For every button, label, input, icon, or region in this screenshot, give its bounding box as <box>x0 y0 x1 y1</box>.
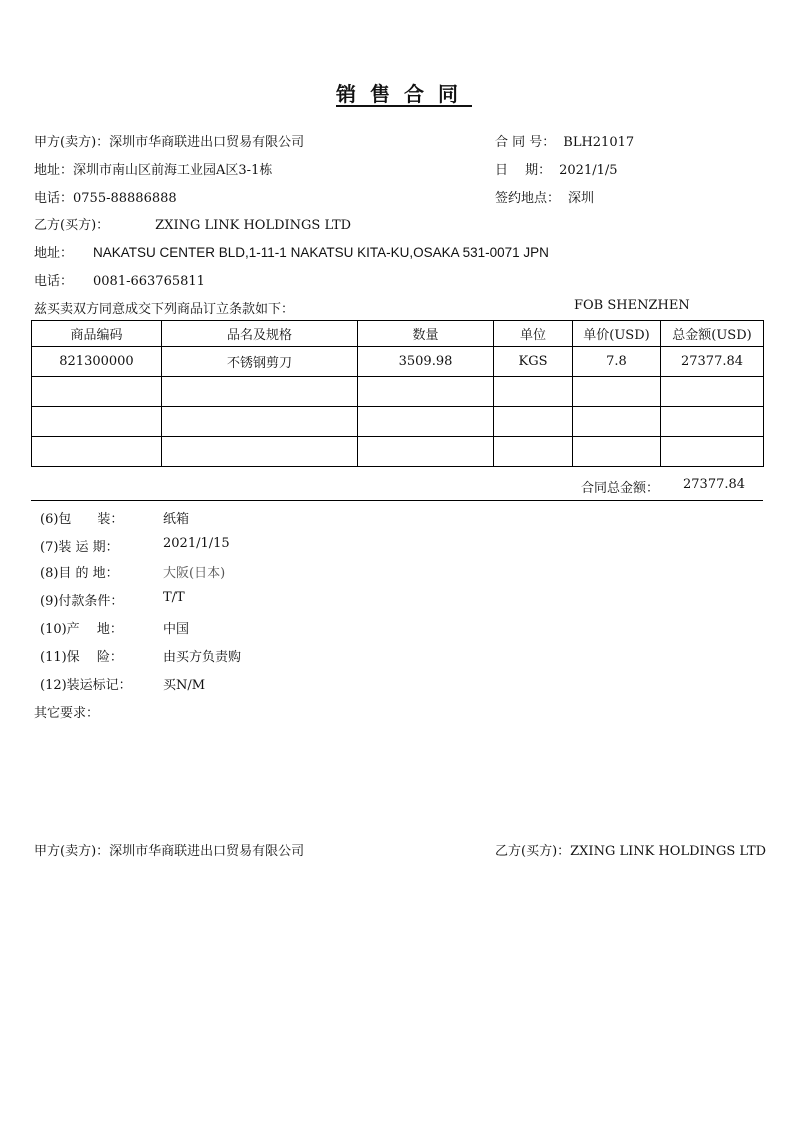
cell-unit-price: 7.8 <box>573 347 661 377</box>
table-row <box>32 437 764 467</box>
term-value: 大阪(日本) <box>163 566 226 581</box>
contract-place: 深圳 <box>568 191 595 206</box>
seller-phone-label: 电话： <box>34 191 74 206</box>
cell-quantity: 3509.98 <box>358 347 494 377</box>
cell-code: 821300000 <box>32 347 162 377</box>
contract-place-line <box>495 187 594 206</box>
contract-date-label: 日 期： <box>495 163 552 178</box>
term-value: 纸箱 <box>163 512 190 527</box>
cell-unit <box>494 407 573 437</box>
cell-name <box>162 377 358 407</box>
cell-code <box>32 377 162 407</box>
goods-table <box>31 320 764 467</box>
cell-quantity <box>358 437 494 467</box>
total-label: 合同总金额： <box>581 481 660 496</box>
cell-total <box>661 377 764 407</box>
table-row <box>32 377 764 407</box>
term-label: (6)包 装： <box>40 512 124 527</box>
total-divider <box>31 500 763 501</box>
term-label: (9)付款条件： <box>40 594 124 609</box>
total-value: 27377.84 <box>683 477 746 492</box>
buyer-label: 乙方(买方)： <box>34 218 110 233</box>
buyer-phone-label: 电话： <box>34 274 74 289</box>
table-row <box>32 347 764 377</box>
header-unit-price: 单价(USD) <box>573 321 661 347</box>
seller-phone-line <box>34 187 177 206</box>
term-label: (7)装 运 期： <box>40 540 119 555</box>
term-label: (12)装运标记： <box>40 678 132 693</box>
contract-no-line <box>495 131 634 150</box>
buyer-line <box>34 214 351 233</box>
contract-no-label: 合 同 号： <box>495 135 556 150</box>
cell-code <box>32 437 162 467</box>
cell-name <box>162 437 358 467</box>
contract-place-label: 签约地点： <box>495 191 561 206</box>
seller-line <box>34 131 304 150</box>
table-row <box>32 407 764 437</box>
cell-code <box>32 407 162 437</box>
intro-text: 兹买卖双方同意成交下列商品订立条款如下： <box>34 302 295 317</box>
cell-total: 27377.84 <box>661 347 764 377</box>
term-label: (8)目 的 地： <box>40 566 119 581</box>
buyer-name: ZXING LINK HOLDINGS LTD <box>155 218 352 233</box>
seller-address-line <box>34 159 272 178</box>
buyer-phone: 0081-663765811 <box>93 274 205 289</box>
term-label: (10)产 地： <box>40 622 123 637</box>
buyer-phone-line <box>34 270 205 289</box>
cell-name <box>162 407 358 437</box>
cell-unit-price <box>573 377 661 407</box>
cell-quantity <box>358 377 494 407</box>
header-total: 总金额(USD) <box>661 321 764 347</box>
seller-address-label: 地址： <box>34 163 74 178</box>
seller-address: 深圳市南山区前海工业园A区3-1栋 <box>73 163 273 178</box>
incoterm: FOB SHENZHEN <box>574 298 690 313</box>
contract-no: BLH21017 <box>563 135 635 150</box>
contract-date-line <box>495 159 618 178</box>
header-quantity: 数量 <box>358 321 494 347</box>
cell-unit: KGS <box>494 347 573 377</box>
seller-label: 甲方(卖方)： <box>34 135 110 150</box>
seller-name: 深圳市华商联进出口贸易有限公司 <box>109 135 305 150</box>
cell-total <box>661 437 764 467</box>
buyer-address-label: 地址： <box>34 246 74 261</box>
cell-unit <box>494 437 573 467</box>
cell-name: 不锈钢剪刀 <box>162 347 358 377</box>
term-value: 由买方负责购 <box>163 650 242 665</box>
cell-total <box>661 407 764 437</box>
contract-date: 2021/1/5 <box>559 163 618 178</box>
other-requirements: 其它要求： <box>34 706 100 721</box>
header-code: 商品编码 <box>32 321 162 347</box>
buyer-address-line <box>34 242 549 261</box>
term-label: (11)保 险： <box>40 650 123 665</box>
buyer-address: NAKATSU CENTER BLD,1-11-1 NAKATSU KITA-KU,OSAKA 531-0071 JPN <box>93 245 549 260</box>
cell-quantity <box>358 407 494 437</box>
seller-signature: 甲方(卖方)：深圳市华商联进出口贸易有限公司 <box>34 844 305 859</box>
header-unit: 单位 <box>494 321 573 347</box>
term-value: 买N/M <box>163 678 206 693</box>
cell-unit-price <box>573 407 661 437</box>
table-header-row <box>32 321 764 347</box>
cell-unit <box>494 377 573 407</box>
cell-unit-price <box>573 437 661 467</box>
contract-title: 销售合同 <box>336 82 472 106</box>
term-value: 中国 <box>163 622 190 637</box>
term-value: 2021/1/15 <box>163 536 230 551</box>
header-name: 品名及规格 <box>162 321 358 347</box>
term-value: T/T <box>163 590 185 605</box>
seller-phone: 0755-88886888 <box>73 191 177 206</box>
buyer-signature: 乙方(买方)：ZXING LINK HOLDINGS LTD <box>495 844 767 859</box>
